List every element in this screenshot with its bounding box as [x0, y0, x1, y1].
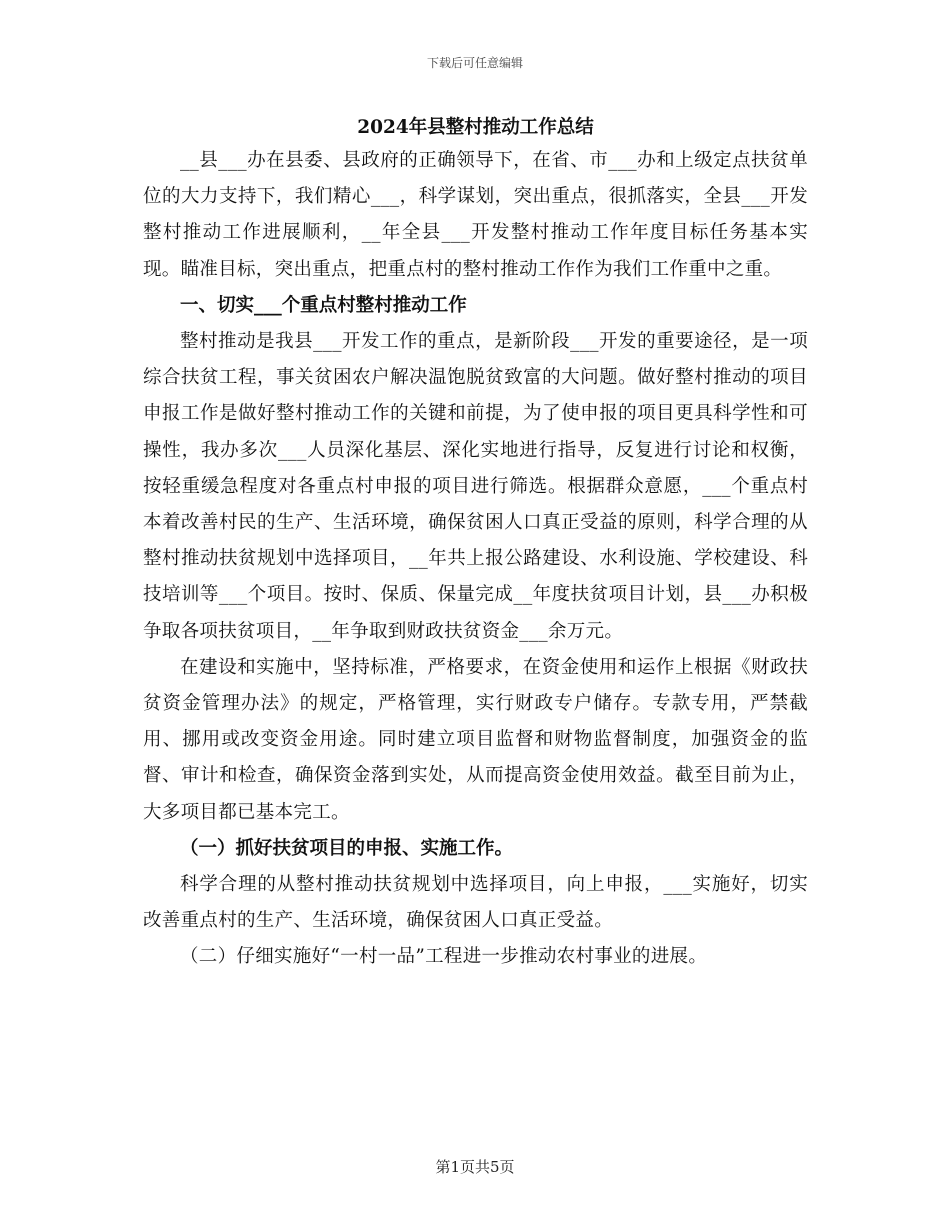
section-1-paragraph-1: 整村推动是我县___开发工作的重点，是新阶段___开发的重要途径，是一项综合扶贫工程，事关贫困农户解决温饱脱贫致富的大问题。做好整村推动的项目申报工作是做好整村推动工作的关键和前提，为了使申报的项目更具科学性和可操性，我办多次___人员深化基层、深化实地进行指导，反复进行讨论和权衡，按轻重缓急程度对各重点村申报的项目进行筛选。根据群众意愿，___个重点村本着改善村民的生产、生活环境，确保贫困人口真正受益的原则，科学合理的从整村推动扶贫规划中选择项目，__年共上报公路建设、水利设施、学校建设、科技培训等___个项目。按时、保质、保量完成__年度扶贫项目计划，县___办积极争取各项扶贫项目，__年争取到财政扶贫资金___余万元。	[143, 331, 808, 642]
section-1-heading: 一、切实___个重点村整村推动工作	[180, 294, 467, 316]
document-title: 2024年县整村推动工作总结	[357, 117, 594, 138]
page-footer-number: 第1页共5页	[435, 1158, 515, 1176]
subsection-1-heading: （一）抓好扶贫项目的申报、实施工作。	[180, 837, 514, 859]
subsection-1-paragraph: 科学合理的从整村推动扶贫规划中选择项目，向上申报，___实施好，切实改善重点村的生产、生活环境，确保贫困人口真正受益。	[143, 874, 808, 932]
intro-paragraph: __县___办在县委、县政府的正确领导下，在省、市___办和上级定点扶贫单位的大力支持下，我们精心___，科学谋划，突出重点，很抓落实，全县___开发整村推动工作进展顺利，__年全县___开发整村推动工作年度目标任务基本实现。瞄准目标，突出重点，把重点村的整村推动工作作为我们工作重中之重。	[143, 150, 808, 280]
section-1-paragraph-2: 在建设和实施中，坚持标准，严格要求，在资金使用和运作上根据《财政扶贫资金管理办法》的规定，严格管理，实行财政专户储存。专款专用，严禁截用、挪用或改变资金用途。同时建立项目监督和财物监督制度，加强资金的监督、审计和检查，确保资金落到实处，从而提高资金使用效益。截至目前为止，大多项目都已基本完工。	[143, 656, 808, 823]
page-header-note: 下载后可任意编辑	[426, 56, 523, 70]
subsection-2-line: （二）仔细实施好“一村一品”工程进一步推动农村事业的进展。	[180, 946, 708, 968]
document-body	[143, 113, 808, 976]
